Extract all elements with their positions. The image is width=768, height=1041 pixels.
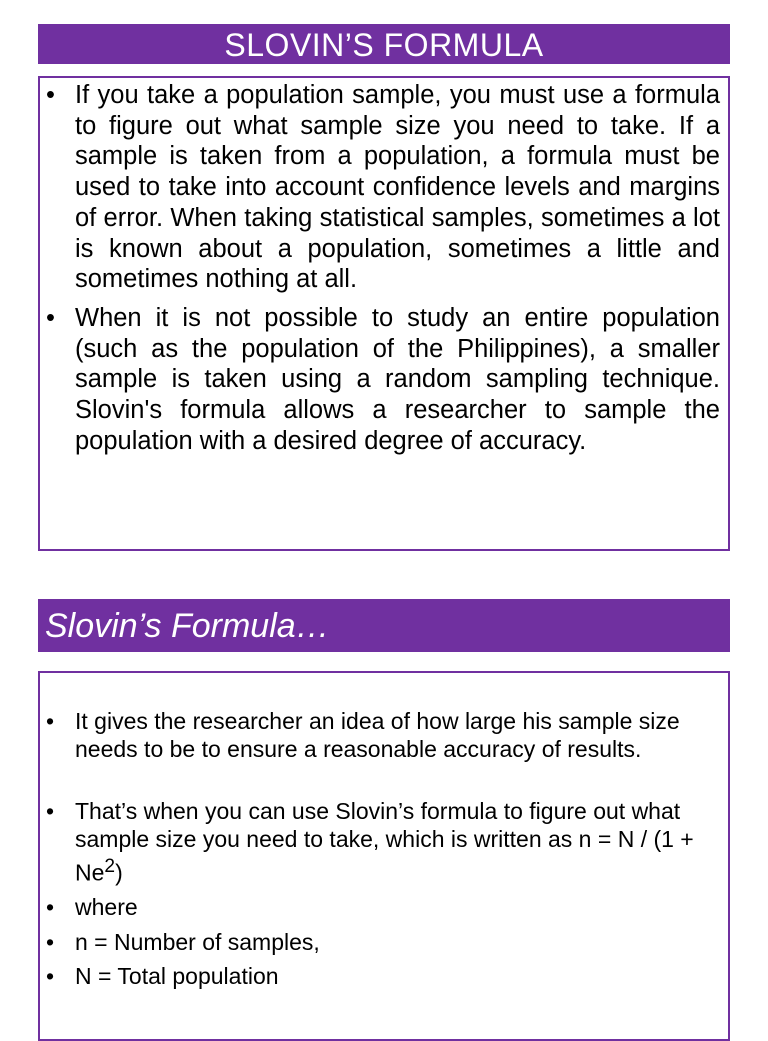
list-item [40, 894, 728, 922]
bullet-icon: • [46, 963, 55, 990]
bullet-text: N = Total population [75, 963, 279, 990]
bullet-icon: • [46, 928, 55, 955]
formula-exponent: 2 [104, 856, 116, 877]
bullet-list [40, 673, 728, 991]
section-title: Slovin’s Formula… [38, 599, 730, 652]
bullet-text: That’s when you can use Slovin’s formula to figure out what sample size you need to take, which is written as n = N / (1 + Ne [75, 798, 694, 886]
content-box [38, 671, 730, 1041]
formula-close: ) [115, 859, 123, 886]
list-item [40, 303, 728, 457]
bullet-text: n = Number of samples, [75, 928, 320, 955]
list-item [40, 708, 728, 763]
bullet-list [40, 78, 728, 456]
bullet-icon: • [46, 81, 55, 109]
list-item [40, 80, 728, 295]
bullet-text: If you take a population sample, you must use a formula to figure out what sample size you need to take. If a sample is taken from a population, a formula must be used to take into account confidence levels and margins of error. When taking statistical samples, sometimes a lot is known about a population, sometimes a little and sometimes nothing at all. [75, 81, 720, 294]
bullet-icon: • [46, 798, 55, 824]
bullet-icon: • [46, 708, 55, 734]
bullet-text: where [75, 894, 138, 921]
content-box [38, 76, 730, 551]
bullet-icon: • [46, 894, 55, 921]
bullet-icon: • [46, 303, 55, 332]
list-item [40, 963, 728, 991]
list-item [40, 929, 728, 957]
bullet-text: It gives the researcher an idea of how large his sample size needs to be to ensure a reasonable accuracy of results. [75, 708, 680, 762]
bullet-text: When it is not possible to study an entire population (such as the population of the Philippines), a smaller sample is taken using a random sampling technique. Slovin's formula allows a researcher to sample the population with a desired degree of accuracy. [75, 303, 720, 455]
list-item [40, 798, 728, 887]
slide-title: SLOVIN’S FORMULA [38, 24, 730, 64]
